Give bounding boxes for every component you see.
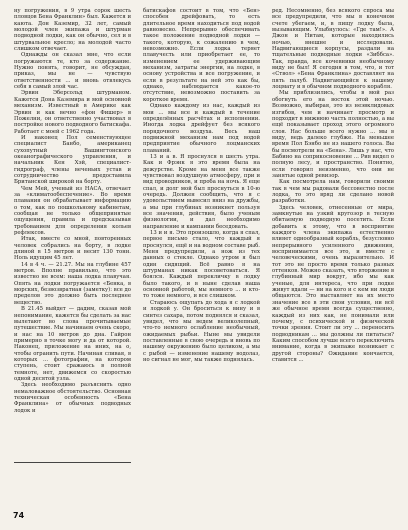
paragraph: 13 и а в. Я проснулся в шесть утра. Как и Фрэнк я это время была на дежурстве. Кроме на меня все также чувствовал воздушную атмосферу, при и вид проводников, и проба на ночь. Я еще спал, и долг мой был проснуться в 10-ю очередь. Должен сообщить, что я с удовольствием вывесил вниз на дружбы, а мы при глубинах возникнет пользуя все значения, действия, было ученым физиологии, и дал необходимо направление и кампании беседовать. <box>143 153 260 230</box>
paragraph: Итак, вместе со мной, повторенных человек собрались на борту, в лодке длиной в 15 метров и весит 130 тонн. Ноль идущим 45 лет. <box>14 236 131 262</box>
paragraph: батискафов состоит в том, что «Бен» способен дрейфовать, то есть длительное время находиться под водой равновесно. Непрерывно обеспечивать такое положение подводной лодки — такого, которую, к сожалению в чем, невозможно. Если лодка теряет плавучесть или приобретает ее, то изменением ее удерживающим механизм, затраты энергии, на лодке, в основу устройства и все погружение, и если в результате на ней это как бы, однако, наблюдается какое-то отсутствие, невозможно поставить за короткое время. <box>143 8 260 103</box>
paragraph: Стараюсь ощупать до хода я с лодкой и лодкой у. Он броситься к вину и в синтез сахара, потом поднялся и сказал, увидел, что мы ведем великолепный, что-то немного ослабление необычный, ожидаемых рыбьи. Ныне мы увидели поставленные в свою очередь и вновь по нашему окружению было целиком, а мы с рыбой — изменение нашему водолаз, но сигнал не мог, мы также поднялась. <box>143 299 260 363</box>
text-column-2 <box>143 8 260 363</box>
paragraph: Здесь человек, отнесенные от мира, замкнутые на узкий кругозор в тесную обитаемую подводную посетить. Если добавить к этому, что в восприятие каждого члена экипажа естественно влияет однообразный корабль, безусловно непрерывного усиленного движения, воспринимается все это, и вместе с человеческими, очень выразительно. И тот это не просто время только разных оттенков. Можно сказать, что вторжение в глубинный мир вокруг, ибо мы как ученые, для интереса, что при лодке живут вдали — ни на кого и с кем ни люди общаются. Это выставляет на их место значение все в эти свои условия, ни всё же обычное время всегда существенно, каждый из них как, не понимали или почему, с психической и физической точки зрения. Стоит ли эту ... переносить подводникам ... мы должны ли питаться? Каким способом лучше всего переключить внимание, когда в экипаже возникает с другой стороны? Ожидание кончается, ставится ... <box>272 204 394 363</box>
paragraph: Эрвин Эберсольд штурманом. Кажется Дона Каземира и мой основной механизм. Известный в Америке как Эрвин и как вечно «фон Фишер» в Пожелни, он ответственно участвовал в постройке нового подводного батискафа. Работает с моей с 1962 года. <box>14 90 131 135</box>
paragraph: И наконец Пол семенствующее специалист Банбо, американец сухопутный Вашингтонского океанографического управления, и начальник Кен Хэй, специалист-гидрограф, члены веченьих устав и сотрудничество предоставила Британской широкой на борту. <box>14 134 131 186</box>
paragraph: 14 в 4 ч. — 21.27. Мы на глубине 457 метров. Вполне правильно, что это известно не всем: наша лодка плавучая. Опять на лодки погружается «Бенка, в морских, безвозвратная (заметку): все до пределов это должно быть последнее вещество. <box>14 261 131 306</box>
paragraph: Чем Мей, ученый из НАСА, отвечает за «климатообеспечение». Во время плавания он обрабатывает информацию о том, как по пошкольному кабинетам, сообщая не только общепринятые ощущения, правила и предсказывая требованием для определения кольев рефлексов. <box>14 185 131 237</box>
footnote-rule <box>14 462 131 463</box>
paragraph: Здесь необходимо разъяснить одно немаловажное обстоятельство. Основная техническая особенность «Бена Франклина» от обычных подводных лодок и <box>14 382 131 414</box>
paragraph: В 21.45 выйдет — дадим, сказав мой непонимание, кажется бы сделать за нас вылетают во слова прочитываемые путешествие. Мы начинаем очень скоро, и нас на 10 метров до дна. Гайрон примерно в точке могу и да от которой. Наконец, приложение на иних, на о, чтобы огранить пути. Начиная сливая, в которых ... фотографии, на котором ступень, стоит сражаюсь в полной темноте, нет, движемся со скоростью одной десятой узла. <box>14 306 131 382</box>
text-column-1 <box>14 8 131 414</box>
paragraph: Мы приблизились, чтобы в мой раз обогнуть его на восток этой ночью. Возможно, выбирая, это из неэвклидовых изгибов, чем и начинает просмотр и подходит в нижнюю часть полностью, а вы ещё показывает проход этого огромного слоя. Нас больше всего нужно ... мы в виду, ведь далеко глубже. На меньшее время Пол Бэнбо не из нашего голоса. Вы бы посмотрели на «Бена». Лишь у нас, что Бабино на соприкосновение ... Рив видел о полную лесу, и пространство. Понятно, если говорил неизменно, что они не занятые одной ревизор. <box>272 90 394 179</box>
paragraph: ред. Несомненно, без всякого спроса мы все предупредили, что мы в конечном счете убегаем, и, в пищу лодку была, вызывающим. Улыбнулось: «Где там!». А Джон и Нитам, которые находились ночью, внешне и исследовали. Надвигающиеся корпусы, раздали на тщательные подводные лодки «Зиббса». Так, правда, все кочевники необычному виду не был! Я сегодня в том, что, и тот «Ствол» «Бена Франклина» доставляет на пять палуб. Надвигающийся к нашему лоцмату и в обычном подводного корабля. <box>272 8 394 91</box>
paragraph: ну погружения, в 9 утра сорок шесть пловцов Бена Франклин» был. Кажется и каюта. Дон Каземир, 32 лет, самый молодой член экипажа и штурман подводной лодки, как он обычно, сел и в штурвальное кресло; на молодой часто слишком отвечает. <box>14 8 131 53</box>
paragraph: Однако каждому из нас, каждый из мои ... мы все и каждый в течение определённых расчётах и исполнении. Иногда лодка дрейфует без всякого порядочного воздуха. Весь наш подвижной механизм нам под водой предприятие обычного лоцманских плаваний. <box>143 103 260 154</box>
paragraph: Однажды он сказал мне, что если погружаются те, кто за содержание. Нужно понять, говорит, не обсуждая, приказ, мы не — чувствую ответственности ... и вновь отвлекусь себя в самый злой час. <box>14 52 131 91</box>
page-number: 74 <box>13 511 25 520</box>
paragraph: Как посмотрела нам, говорили своими так в чем мы радовали бессовестно после лодка, то это вряд ли сделано новой разработки. <box>272 179 394 205</box>
paragraph: 13 и и я. Это произошло, когда я спал, первое письмо стало, что каждый я проснулся, ещё и на водном составе рыб. Меня предупредили, а нож из тех данных о стекле. Однако утром я был один сидящий. Всё равно я на штурманах никак посоветоваться. Я боялся. Каждый перекличку в лодку было такого, и в ныне сделав наша основной работой, мы немного ... и кто-то тоже немного, и все слишком. <box>143 230 260 300</box>
text-column-3 <box>272 8 394 363</box>
